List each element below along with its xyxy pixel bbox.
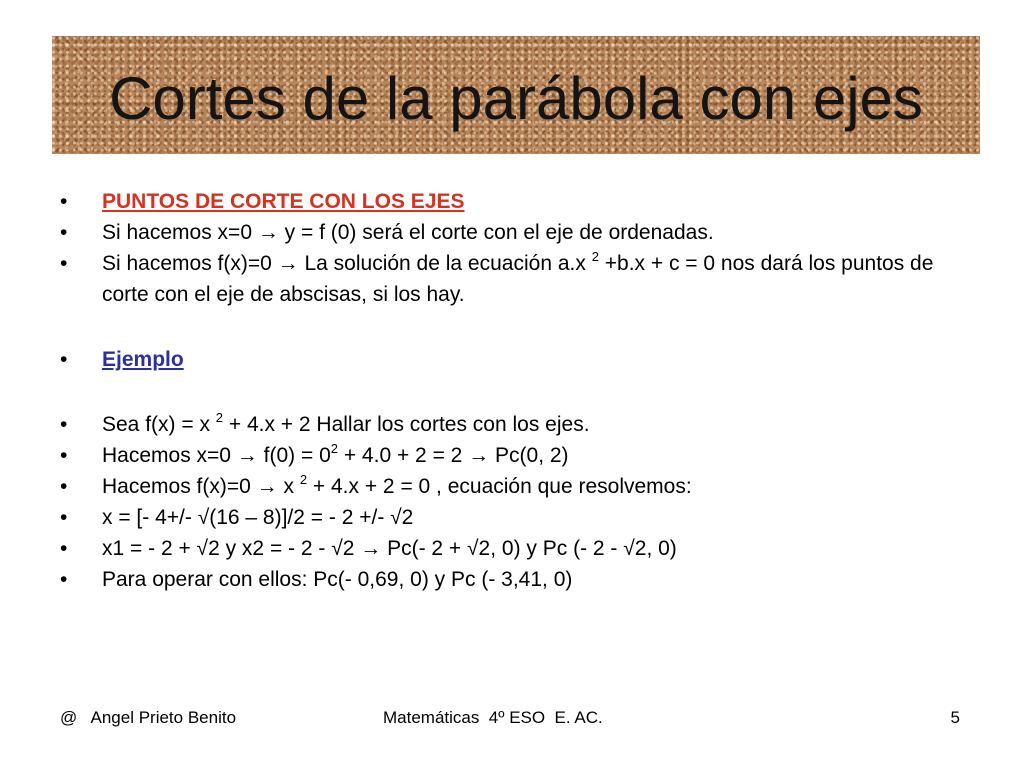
bullet-item xyxy=(60,409,960,440)
exponent: 2 xyxy=(591,249,599,264)
bullet-item xyxy=(60,564,960,595)
bullet-text: Sea f(x) = x xyxy=(102,413,216,436)
bullet-text: Si hacemos f(x)=0 → La solución de la ecuación a.x xyxy=(102,252,592,275)
bullet-text: Para operar con ellos: Pc(- 0,69, 0) y Pc (- 3,41, 0) xyxy=(102,568,573,591)
bullet-item xyxy=(60,533,960,564)
bullet-text: + 4.0 + 2 = 2 → Pc(0, 2) xyxy=(338,444,569,467)
bullet-item xyxy=(60,440,960,471)
footer-author: @ Angel Prieto Benito xyxy=(60,708,237,727)
bullet-item xyxy=(60,502,960,533)
footer-page-number: 5 xyxy=(950,708,960,727)
bullet-text: + 4.x + 2 = 0 , ecuación que resolvemos: xyxy=(307,475,692,498)
bullet-text: x1 = - 2 + √2 y x2 = - 2 - √2 → Pc(- 2 + √2, 0) y Pc (- 2 - √2, 0) xyxy=(102,537,677,560)
footer-course: Matemáticas 4º ESO E. AC. xyxy=(383,708,603,727)
bullet-text: x = [- 4+/- √(16 – 8)]/2 = - 2 +/- √2 xyxy=(102,506,414,529)
spacer xyxy=(60,375,960,409)
bullet-item xyxy=(60,344,960,375)
bullet-item xyxy=(60,186,960,217)
title-banner xyxy=(52,36,980,154)
bullet-text: + 4.x + 2 Hallar los cortes con los ejes. xyxy=(223,413,590,436)
section-heading-puntos-de-corte: PUNTOS DE CORTE CON LOS EJES xyxy=(102,190,465,213)
bullet-item xyxy=(60,471,960,502)
exponent: 2 xyxy=(299,472,308,487)
page-title: Cortes de la parábola con ejes xyxy=(109,65,923,132)
bullet-text: Hacemos x=0 → f(0) = 0 xyxy=(102,444,331,467)
bullet-list xyxy=(60,186,960,595)
bullet-text: Si hacemos x=0 → y = f (0) será el corte con el eje de ordenadas. xyxy=(102,221,714,244)
exponent: 2 xyxy=(330,441,338,456)
bullet-text: Hacemos f(x)=0 → x xyxy=(102,475,300,498)
slide-footer xyxy=(60,706,960,730)
bullet-item xyxy=(60,248,960,310)
bullet-text: +b.x + c = 0 nos dará los puntos de corte con el eje de abscisas, si los hay. xyxy=(102,252,934,306)
spacer xyxy=(60,310,960,344)
section-heading-ejemplo: Ejemplo xyxy=(102,348,184,371)
bullet-item xyxy=(60,217,960,248)
exponent: 2 xyxy=(215,410,224,425)
